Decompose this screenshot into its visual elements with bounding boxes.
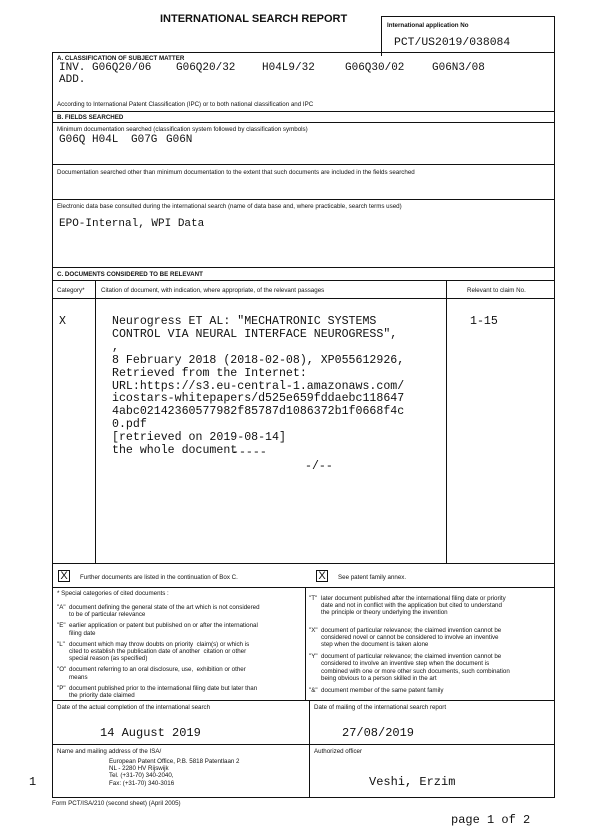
category-text: document member of the same patent family (321, 687, 444, 695)
citation-line: Retrieved from the Internet: (112, 366, 307, 380)
category-entry (57, 604, 303, 618)
database-label: Electronic data base consulted during the international search (name of data base and, where practicable, search terms used) (57, 203, 402, 210)
category-entry (57, 685, 303, 699)
category-code: "L" (57, 640, 65, 648)
section-a-heading: A. CLASSIFICATION OF SUBJECT MATTER (57, 55, 185, 62)
inv-code: G06Q30/02 (345, 62, 405, 74)
category-text: document of particular relevance; the claimed invention cannot be considered to involve an inventive step when the document is combined with one or more other such documents, such combination being obvious to a person skilled in the art (321, 653, 510, 682)
category-code: "O" (57, 666, 67, 674)
min-doc-code: G06Q (59, 134, 86, 146)
mailing-date-label: Date of mailing of the international search report (314, 704, 447, 711)
isa-address-line: European Patent Office, P.B. 5818 Patentlaan 2 (109, 758, 240, 765)
mailing-date: 27/08/2019 (342, 726, 415, 740)
citation-line: 4abc02142360577982f85787d1086372b1f0668f4c (112, 405, 405, 419)
isa-address-line: NL - 2280 HV Rijswijk (109, 765, 169, 773)
isa-address-line: Tel. (+31-70) 340-2040, (109, 772, 174, 780)
category-text: document of particular relevance; the claimed invention cannot be considered novel or cannot be considered to involve an inventive step when the document is taken alone (321, 626, 502, 649)
authorized-officer-name: Veshi, Erzim (369, 775, 456, 789)
ipc-note: According to International Patent Classification (IPC) or to both national classification and IPC (57, 101, 314, 108)
category-code: "A" (57, 604, 66, 611)
citation-line: icostars-whitepapers/d525e659fddaebc118647 (112, 392, 405, 406)
continuation-mark: -/-- (305, 460, 333, 473)
special-categories-heading: * Special categories of cited documents : (57, 590, 169, 597)
category-entry (57, 666, 303, 680)
box-c-checkbox[interactable]: X (58, 570, 70, 582)
category-code: "Y" (309, 653, 318, 661)
category-text: document published prior to the international filing date but later than the priority date claimed (69, 684, 258, 700)
citation-line: 0.pdf (112, 418, 147, 432)
min-doc-code: G07G (131, 134, 158, 146)
category-code: "X" (309, 626, 318, 634)
form-reference: Form PCT/ISA/210 (second sheet) (April 2005) (52, 800, 181, 807)
other-documentation-label: Documentation searched other than minimum documentation to the extent that such documents are included in the fields searched (57, 169, 415, 176)
citation-category: X (59, 315, 66, 328)
report-title: INTERNATIONAL SEARCH REPORT (160, 13, 348, 25)
right-categories (309, 595, 553, 694)
inv-code: G06N3/08 (432, 62, 485, 74)
min-doc-code: H04L (92, 134, 119, 146)
category-text: document which may throw doubts on priority claim(s) or which is cited to establish the publication date of another citation or other special reason (as specified) (69, 640, 250, 663)
citation-line: the whole document (112, 444, 238, 458)
isa-address (109, 758, 240, 787)
margin-number: 1 (29, 775, 37, 789)
page-number: page 1 of 2 (451, 813, 531, 827)
patent-family-checkbox[interactable]: X (316, 570, 328, 582)
category-text: document defining the general state of the art which is not considered to be of particular relevance (69, 604, 260, 619)
box-c-text: Further documents are listed in the continuation of Box C. (80, 574, 238, 581)
min-doc-code: G06N (166, 134, 193, 146)
column-category: Category* (57, 287, 85, 294)
row-separator: ----- (232, 446, 267, 459)
database-value: EPO-Internal, WPI Data (59, 218, 205, 230)
category-entry (57, 641, 303, 663)
add-label: ADD. (59, 74, 86, 86)
category-entry (309, 595, 553, 617)
citation-line: CONTROL VIA NEURAL INTERFACE NEUROGRESS", (112, 327, 398, 341)
inv-code: G06Q20/32 (176, 62, 236, 74)
inv-label: INV. (59, 62, 86, 74)
section-c-heading: C. DOCUMENTS CONSIDERED TO BE RELEVANT (57, 271, 203, 278)
application-number: PCT/US2019/038084 (394, 37, 511, 49)
category-entry (309, 653, 553, 682)
section-b-heading: B. FIELDS SEARCHED (57, 114, 124, 121)
citation-line: URL:https://s3.eu-central-1.amazonaws.com/ (112, 379, 405, 393)
citation-text (112, 316, 404, 458)
category-text: later document published after the international filing date or priority date and not in conflict with the application but cited to understand the principle or theory underlying the invention (321, 595, 506, 617)
left-categories (57, 604, 303, 699)
inv-code: H04L9/32 (262, 62, 315, 74)
inv-code: G06Q20/06 (92, 62, 152, 74)
category-code: "&" (309, 687, 318, 695)
category-code: "E" (57, 622, 66, 630)
completion-date: 14 August 2019 (100, 726, 201, 740)
category-entry (309, 627, 553, 649)
column-citation: Citation of document, with indication, where appropriate, of the relevant passages (101, 287, 325, 294)
category-code: "T" (309, 595, 318, 602)
category-code: "P" (57, 684, 66, 692)
column-relevant: Relevant to claim No. (467, 287, 526, 294)
category-text: earlier application or patent but published on or after the international filing date (69, 622, 258, 637)
relevant-claims: 1-15 (470, 315, 498, 328)
patent-family-text: See patent family annex. (338, 574, 407, 581)
citation-line: 8 February 2018 (2018-02-08), XP055612926, (112, 353, 405, 367)
isa-address-line: Fax: (+31-70) 340-3016 (109, 779, 175, 787)
application-number-box (381, 16, 555, 56)
completion-date-label: Date of the actual completion of the international search (57, 704, 211, 711)
citation-line: , (112, 340, 119, 354)
citation-line: Neurogress ET AL: "MECHATRONIC SYSTEMS (112, 315, 377, 328)
citation-line: [retrieved on 2019-08-14] (112, 431, 286, 445)
category-entry (309, 687, 553, 694)
category-text: document referring to an oral disclosure, use, exhibition or other means (69, 666, 246, 681)
isa-label: Name and mailing address of the ISA/ (57, 748, 162, 755)
minimum-documentation-label: Minimum documentation searched (classification system followed by classification symbols) (57, 126, 308, 133)
category-entry (57, 622, 303, 636)
authorized-officer-label: Authorized officer (314, 748, 363, 755)
application-number-label: International application No (387, 22, 469, 29)
